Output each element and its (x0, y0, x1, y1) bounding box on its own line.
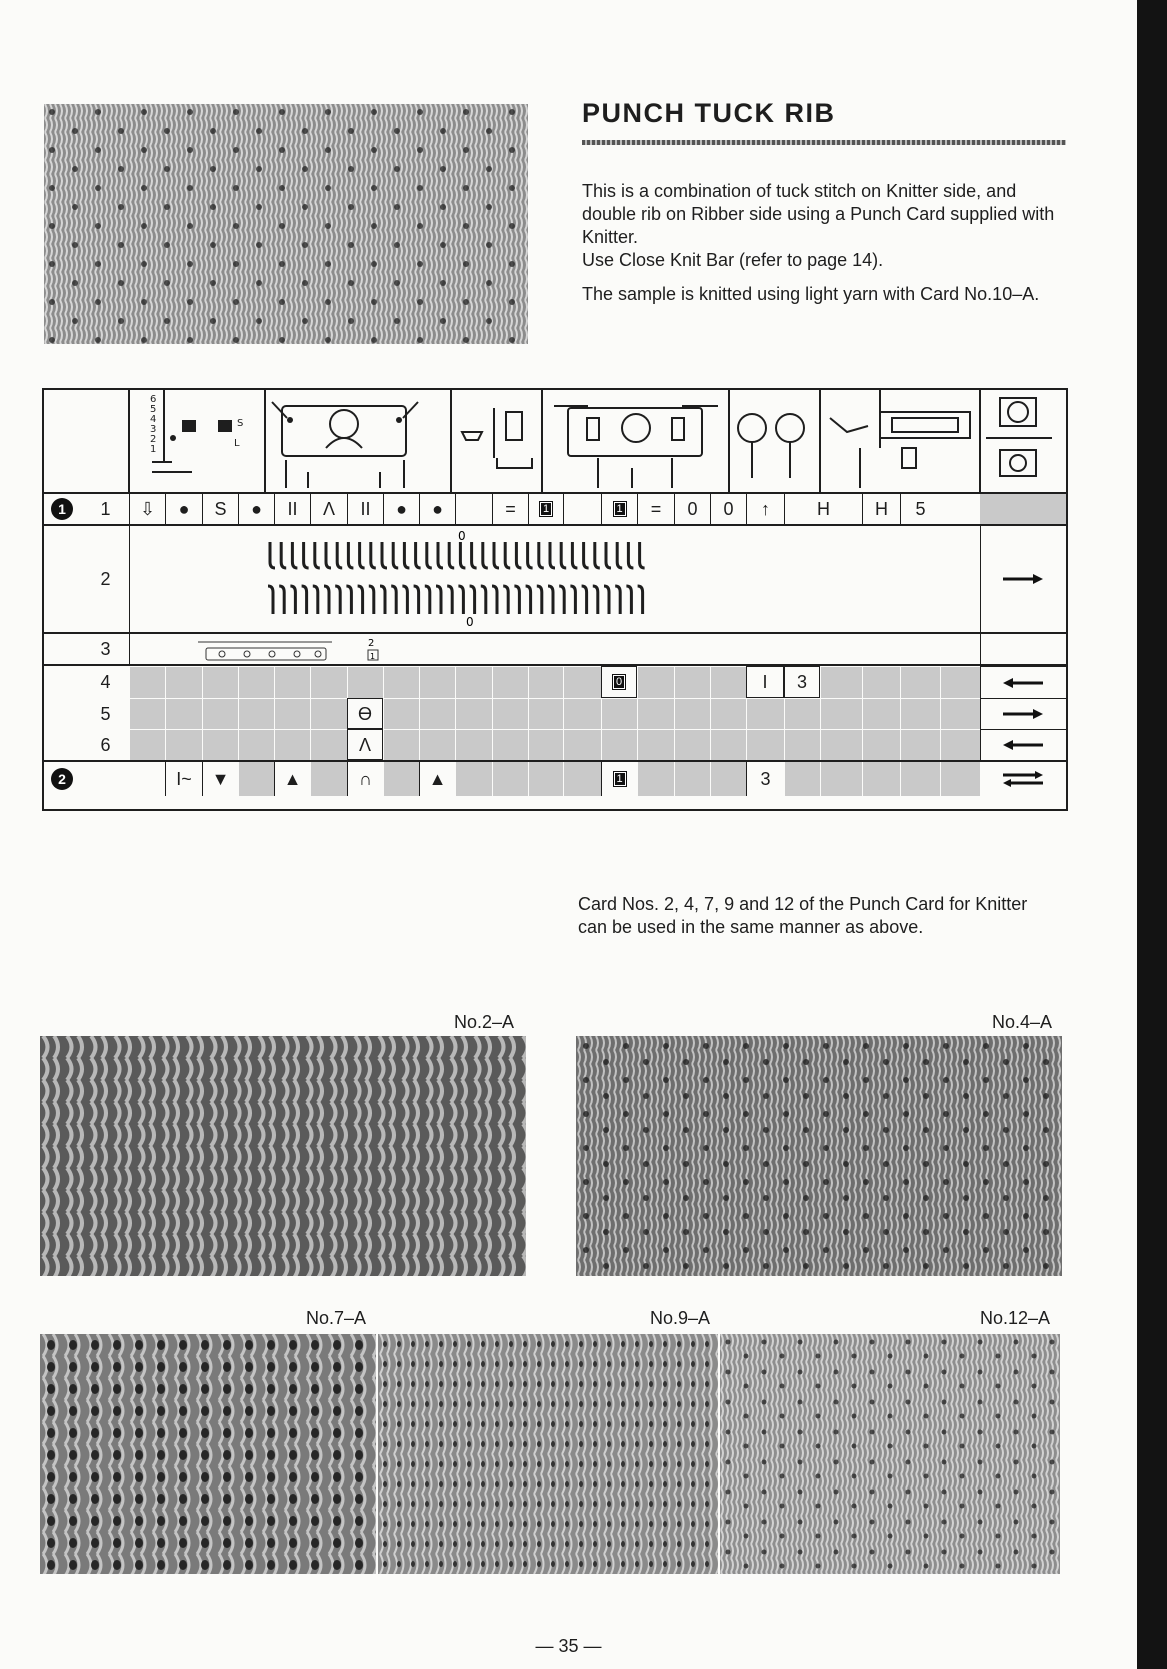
grid-cell (674, 666, 710, 698)
section-2-cell: 3 (746, 762, 784, 796)
intro-line: Knitter. (582, 227, 639, 247)
row-label: 3 (100, 639, 111, 659)
grid-cell (274, 666, 310, 698)
caption-no7: No.7–A (306, 1308, 367, 1328)
grid-cell (274, 698, 310, 729)
grid-cell (238, 762, 274, 796)
row-5-cell: ϴ (347, 698, 383, 729)
row-1-cell: S (202, 494, 238, 524)
grid-cell (383, 729, 419, 760)
grid-cell (710, 729, 746, 760)
row-1-cell (601, 494, 637, 524)
grid-cell (601, 698, 637, 729)
page-edge-shadow (1137, 0, 1167, 1669)
intro-paragraph (582, 180, 1072, 272)
dial-mark: 4 (150, 414, 157, 425)
grid-cell (784, 698, 820, 729)
row-1-cell: Λ (310, 494, 347, 524)
grid-cell (528, 729, 563, 760)
knitting-setting-chart (42, 388, 1068, 811)
section-marker-2 (42, 762, 82, 796)
grid-cell (674, 762, 710, 796)
grid-cell (347, 666, 383, 698)
sample-photo-no7 (40, 1334, 376, 1574)
grid-cell (563, 762, 601, 796)
sample-photo-no9 (378, 1334, 718, 1574)
grid-cell (202, 729, 238, 760)
caption-no12: No.12–A (980, 1308, 1051, 1328)
grid-cell (710, 698, 746, 729)
row-6-cell: Λ (347, 729, 383, 760)
dial-mark: 2 (150, 434, 157, 445)
section-marker-1 (42, 494, 82, 524)
row-1-cell: ● (383, 494, 419, 524)
intro-line: double rib on Ribber side using a Punch Card supplied with (582, 204, 1055, 224)
caption-no9: No.9–A (650, 1308, 711, 1328)
row-label: 2 (100, 569, 111, 589)
section-2-cell: ▲ (274, 762, 310, 796)
section-2-cell: I~ (165, 762, 202, 796)
grid-cell (492, 666, 528, 698)
direction-right-icon (980, 698, 1066, 729)
card-note-line: can be used in the same manner as above. (578, 917, 924, 937)
row3-mark: 1 (370, 652, 376, 661)
grid-cell (637, 729, 674, 760)
intro-line: This is a combination of tuck stitch on Knitter side, and (582, 181, 1017, 201)
row-1-cell: II (274, 494, 310, 524)
grid-cell (310, 698, 347, 729)
dial-mark: 5 (150, 404, 157, 415)
grid-cell (129, 666, 165, 698)
intro-line: Use Close Knit Bar (refer to page 14). (582, 250, 884, 270)
grid-cell (238, 666, 274, 698)
grid-cell (862, 729, 900, 760)
title-rule (582, 140, 1066, 145)
sample-photo-no2 (40, 1036, 526, 1276)
grid-cell (900, 666, 940, 698)
grid-cell (674, 698, 710, 729)
row-1-cell: = (492, 494, 528, 524)
row-1-cell: 5 (900, 494, 940, 524)
grid-cell (274, 729, 310, 760)
grid-cell (492, 698, 528, 729)
key-box-icon: 0 (612, 674, 626, 690)
grid-cell (784, 729, 820, 760)
card-note (578, 893, 1078, 939)
key-box-icon: 1 (613, 771, 627, 787)
grid-cell (238, 729, 274, 760)
grid-cell (900, 729, 940, 760)
row-1-cell (528, 494, 563, 524)
section-number: 1 (51, 498, 73, 520)
grid-cell (820, 762, 862, 796)
grid-cell (238, 698, 274, 729)
row-1-cell: II (347, 494, 383, 524)
row-1-cell: ● (238, 494, 274, 524)
row-4-cell: I (746, 666, 784, 698)
caption-no2: No.2–A (454, 1012, 515, 1032)
page-number: — 35 — (535, 1636, 602, 1656)
grid-cell (674, 729, 710, 760)
direction-right-icon (980, 526, 1066, 632)
grid-cell (129, 698, 165, 729)
grid-cell (940, 666, 980, 698)
grid-cell (165, 666, 202, 698)
grid-cell (563, 698, 601, 729)
grid-cell (383, 666, 419, 698)
grid-cell (310, 666, 347, 698)
grid-cell (637, 762, 674, 796)
grid-cell (383, 762, 419, 796)
row-1-cell: H (862, 494, 900, 524)
carriage-lever-icon (455, 494, 492, 524)
row-divider (42, 524, 1068, 526)
caption-no4: No.4–A (992, 1012, 1053, 1032)
row-4-cell: 3 (784, 666, 820, 698)
direction-both-icon (980, 762, 1066, 796)
grid-cell (900, 762, 940, 796)
dial-mark: 3 (150, 424, 157, 435)
grid-cell (637, 698, 674, 729)
grid-cell (310, 729, 347, 760)
row-1-cell: = (637, 494, 674, 524)
grid-cell (862, 666, 900, 698)
grid-cell (165, 698, 202, 729)
row-divider (42, 632, 1068, 634)
grid-cell (820, 729, 862, 760)
dial-letter: L (234, 438, 240, 449)
section-2-cell: ▼ (202, 762, 238, 796)
grid-cell (862, 762, 900, 796)
row-1-cell: H (784, 494, 862, 524)
dial-letter: S (237, 418, 244, 429)
grid-cell (710, 762, 746, 796)
grid-cell (419, 698, 455, 729)
grid-cell (455, 666, 492, 698)
page-title: PUNCH TUCK RIB (582, 98, 836, 128)
grid-cell (383, 698, 419, 729)
sample-photo-no12 (720, 1334, 1060, 1574)
grid-cell (528, 666, 563, 698)
row-1-cell: ↑ (746, 494, 784, 524)
direction-left-icon (980, 666, 1066, 698)
grid-cell (455, 762, 492, 796)
grid-cell (202, 698, 238, 729)
section-2-cell: ▲ (419, 762, 455, 796)
needle-mark: 0 (458, 529, 466, 543)
grid-cell (900, 698, 940, 729)
grid-cell (710, 666, 746, 698)
row-4-key-cell (601, 666, 637, 698)
row-1-cell: ⇩ (129, 494, 165, 524)
section-2-cell: ∩ (347, 762, 383, 796)
row3-mark: 2 (368, 638, 375, 649)
grid-cell (746, 698, 784, 729)
grid-cell (492, 729, 528, 760)
card-note-line: Card Nos. 2, 4, 7, 9 and 12 of the Punch Card for Knitter (578, 894, 1028, 914)
grid-cell (940, 762, 980, 796)
shaded-cell (980, 494, 1066, 524)
needle-mark: 0 (466, 615, 474, 628)
section-2-cell (601, 762, 637, 796)
grid-cell (455, 729, 492, 760)
grid-cell (940, 698, 980, 729)
grid-cell (784, 762, 820, 796)
sample-photo-card-10a (44, 104, 528, 344)
grid-cell (310, 762, 347, 796)
grid-cell (601, 729, 637, 760)
sample-note: The sample is knitted using light yarn with Card No.10–A. (582, 284, 1040, 304)
grid-cell (637, 666, 674, 698)
section-number: 2 (51, 768, 73, 790)
grid-cell (563, 666, 601, 698)
grid-cell (820, 698, 862, 729)
lever-icon (563, 494, 601, 524)
grid-cell (528, 762, 563, 796)
grid-cell (165, 729, 202, 760)
row-1-cell: ● (419, 494, 455, 524)
row-label: 1 (100, 499, 111, 519)
key-box-icon: 1 (539, 501, 553, 517)
key-box-icon: 1 (613, 501, 627, 517)
row-1-cell: 0 (674, 494, 710, 524)
needle-diagram (262, 528, 662, 628)
grid-cell (563, 729, 601, 760)
row-1-cell: 0 (710, 494, 746, 524)
grid-cell (419, 666, 455, 698)
row-label: 6 (100, 734, 111, 755)
grid-cell (129, 729, 165, 760)
row-1-cell: ● (165, 494, 202, 524)
grid-cell (528, 698, 563, 729)
row-label: 4 (100, 672, 111, 692)
sample-photo-no4 (576, 1036, 1062, 1276)
grid-cell (492, 762, 528, 796)
grid-cell (202, 666, 238, 698)
direction-left-icon (980, 729, 1066, 760)
grid-cell (746, 729, 784, 760)
grid-cell (419, 729, 455, 760)
grid-cell (940, 729, 980, 760)
row-label: 5 (100, 703, 111, 724)
intro-text (582, 180, 1072, 317)
comb-diagram (192, 636, 392, 664)
grid-cell (862, 698, 900, 729)
dial-mark: 1 (150, 444, 157, 455)
dial-mark: 6 (150, 394, 157, 405)
grid-cell (820, 666, 862, 698)
grid-cell (455, 698, 492, 729)
